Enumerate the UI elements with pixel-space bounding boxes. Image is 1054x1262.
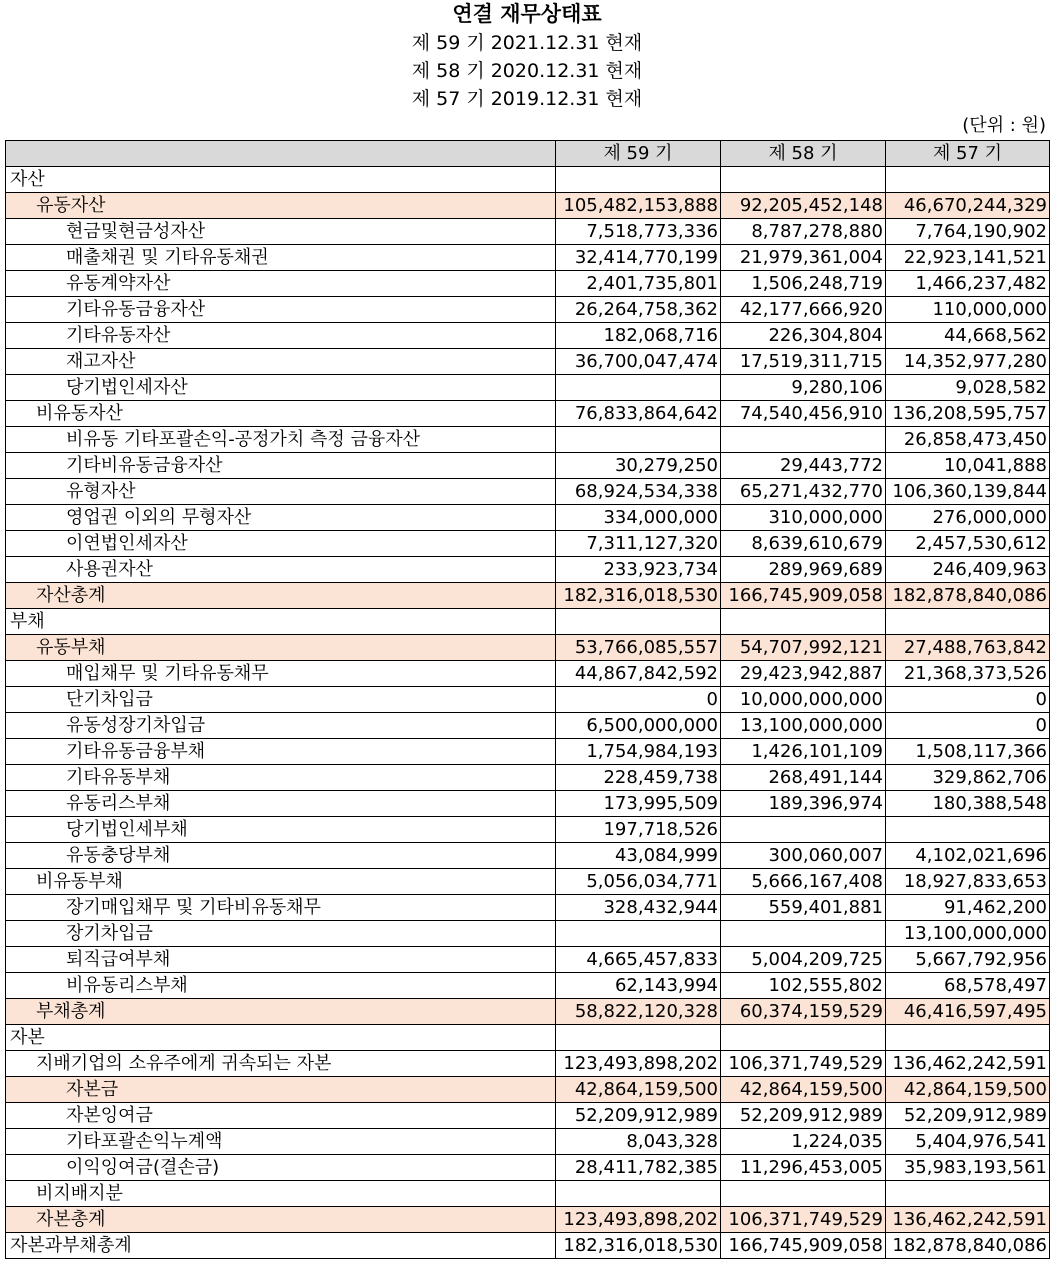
- value-cell-57: 18,927,833,653: [886, 869, 1050, 895]
- value-cell-57: [886, 1025, 1050, 1051]
- value-cell-59: [556, 609, 721, 635]
- value-cell-58: 289,969,689: [721, 557, 886, 583]
- table-row: [6, 583, 1050, 609]
- value-cell-58: 52,209,912,989: [721, 1103, 886, 1129]
- value-cell-58: 54,707,992,121: [721, 635, 886, 661]
- value-cell-58: 166,745,909,058: [721, 1233, 886, 1259]
- value-cell-58: 166,745,909,058: [721, 583, 886, 609]
- value-cell-57: 0: [886, 713, 1050, 739]
- table-row: [6, 1181, 1050, 1207]
- value-cell-57: 106,360,139,844: [886, 479, 1050, 505]
- value-cell-57: [886, 1181, 1050, 1207]
- value-cell-58: 5,666,167,408: [721, 869, 886, 895]
- table-row: [6, 271, 1050, 297]
- value-cell-57: 22,923,141,521: [886, 245, 1050, 271]
- value-cell-58: 189,396,974: [721, 791, 886, 817]
- row-label: 유동리스부채: [6, 791, 556, 817]
- value-cell-57: 1,466,237,482: [886, 271, 1050, 297]
- row-label: 현금및현금성자산: [6, 219, 556, 245]
- value-cell-58: 17,519,311,715: [721, 349, 886, 375]
- value-cell-58: 74,540,456,910: [721, 401, 886, 427]
- value-cell-59: 8,043,328: [556, 1129, 721, 1155]
- row-label: 유동충당부채: [6, 843, 556, 869]
- row-label: 부채: [6, 609, 556, 635]
- table-row: [6, 167, 1050, 193]
- table-row: [6, 219, 1050, 245]
- table-row: [6, 999, 1050, 1025]
- value-cell-59: 197,718,526: [556, 817, 721, 843]
- value-cell-59: 2,401,735,801: [556, 271, 721, 297]
- value-cell-59: 1,754,984,193: [556, 739, 721, 765]
- value-cell-58: [721, 817, 886, 843]
- row-label: 유동부채: [6, 635, 556, 661]
- row-label: 이익잉여금(결손금): [6, 1155, 556, 1181]
- period-line-57: 제 57 기 2019.12.31 현재: [411, 88, 643, 110]
- table-row: [6, 635, 1050, 661]
- value-cell-58: 11,296,453,005: [721, 1155, 886, 1181]
- table-row: [6, 1129, 1050, 1155]
- value-cell-59: 7,311,127,320: [556, 531, 721, 557]
- value-cell-59: 62,143,994: [556, 973, 721, 999]
- value-cell-59: [556, 921, 721, 947]
- value-cell-57: 136,462,242,591: [886, 1051, 1050, 1077]
- row-label: 기타포괄손익누계액: [6, 1129, 556, 1155]
- value-cell-59: 123,493,898,202: [556, 1207, 721, 1233]
- value-cell-57: 276,000,000: [886, 505, 1050, 531]
- table-row: [6, 687, 1050, 713]
- value-cell-58: 1,426,101,109: [721, 739, 886, 765]
- balance-sheet-table: [5, 140, 1050, 1259]
- value-cell-59: 105,482,153,888: [556, 193, 721, 219]
- table-row: [6, 791, 1050, 817]
- value-cell-59: 68,924,534,338: [556, 479, 721, 505]
- value-cell-59: 53,766,085,557: [556, 635, 721, 661]
- value-cell-57: 52,209,912,989: [886, 1103, 1050, 1129]
- value-cell-57: 35,983,193,561: [886, 1155, 1050, 1181]
- row-label: 자본금: [6, 1077, 556, 1103]
- header-label-col: [6, 141, 556, 167]
- table-row: [6, 557, 1050, 583]
- table-row: [6, 375, 1050, 401]
- value-cell-57: 180,388,548: [886, 791, 1050, 817]
- value-cell-57: 7,764,190,902: [886, 219, 1050, 245]
- value-cell-59: 182,068,716: [556, 323, 721, 349]
- value-cell-58: [721, 427, 886, 453]
- value-cell-59: 26,264,758,362: [556, 297, 721, 323]
- row-label: 이연법인세자산: [6, 531, 556, 557]
- value-cell-59: 0: [556, 687, 721, 713]
- table-row: [6, 895, 1050, 921]
- value-cell-58: 106,371,749,529: [721, 1207, 886, 1233]
- value-cell-59: 43,084,999: [556, 843, 721, 869]
- row-label: 유형자산: [6, 479, 556, 505]
- value-cell-58: 8,787,278,880: [721, 219, 886, 245]
- row-label: 자산총계: [6, 583, 556, 609]
- table-row: [6, 427, 1050, 453]
- value-cell-57: 246,409,963: [886, 557, 1050, 583]
- value-cell-59: 228,459,738: [556, 765, 721, 791]
- value-cell-59: 32,414,770,199: [556, 245, 721, 271]
- value-cell-57: 44,668,562: [886, 323, 1050, 349]
- value-cell-58: [721, 921, 886, 947]
- value-cell-57: 27,488,763,842: [886, 635, 1050, 661]
- value-cell-57: 14,352,977,280: [886, 349, 1050, 375]
- value-cell-59: [556, 1181, 721, 1207]
- value-cell-59: 182,316,018,530: [556, 1233, 721, 1259]
- row-label: 자본총계: [6, 1207, 556, 1233]
- table-row: [6, 921, 1050, 947]
- value-cell-58: 92,205,452,148: [721, 193, 886, 219]
- table-row: [6, 1155, 1050, 1181]
- value-cell-59: 30,279,250: [556, 453, 721, 479]
- table-row: [6, 765, 1050, 791]
- row-label: 기타유동금융부채: [6, 739, 556, 765]
- row-label: 장기차입금: [6, 921, 556, 947]
- value-cell-57: 2,457,530,612: [886, 531, 1050, 557]
- row-label: 유동계약자산: [6, 271, 556, 297]
- table-row: [6, 1233, 1050, 1259]
- row-label: 당기법인세부채: [6, 817, 556, 843]
- row-label: 기타유동금융자산: [6, 297, 556, 323]
- value-cell-59: 36,700,047,474: [556, 349, 721, 375]
- value-cell-59: 76,833,864,642: [556, 401, 721, 427]
- value-cell-57: 182,878,840,086: [886, 583, 1050, 609]
- value-cell-58: 559,401,881: [721, 895, 886, 921]
- value-cell-59: 44,867,842,592: [556, 661, 721, 687]
- value-cell-57: 4,102,021,696: [886, 843, 1050, 869]
- row-label: 비유동리스부채: [6, 973, 556, 999]
- row-label: 유동성장기차입금: [6, 713, 556, 739]
- row-label: 기타유동자산: [6, 323, 556, 349]
- table-row: [6, 973, 1050, 999]
- value-cell-57: 182,878,840,086: [886, 1233, 1050, 1259]
- value-cell-59: 123,493,898,202: [556, 1051, 721, 1077]
- value-cell-58: 9,280,106: [721, 375, 886, 401]
- value-cell-57: 5,404,976,541: [886, 1129, 1050, 1155]
- value-cell-57: 42,864,159,500: [886, 1077, 1050, 1103]
- value-cell-57: 46,670,244,329: [886, 193, 1050, 219]
- row-label: 자본잉여금: [6, 1103, 556, 1129]
- value-cell-57: 1,508,117,366: [886, 739, 1050, 765]
- table-row: [6, 1025, 1050, 1051]
- value-cell-58: 5,004,209,725: [721, 947, 886, 973]
- value-cell-57: 136,208,595,757: [886, 401, 1050, 427]
- value-cell-59: 233,923,734: [556, 557, 721, 583]
- value-cell-57: 26,858,473,450: [886, 427, 1050, 453]
- value-cell-57: 5,667,792,956: [886, 947, 1050, 973]
- value-cell-57: 13,100,000,000: [886, 921, 1050, 947]
- value-cell-59: 28,411,782,385: [556, 1155, 721, 1181]
- value-cell-57: 110,000,000: [886, 297, 1050, 323]
- value-cell-58: 300,060,007: [721, 843, 886, 869]
- row-label: 매출채권 및 기타유동채권: [6, 245, 556, 271]
- value-cell-58: 29,423,942,887: [721, 661, 886, 687]
- row-label: 비유동부채: [6, 869, 556, 895]
- table-row: [6, 739, 1050, 765]
- header-col-58: 제 58 기: [721, 141, 886, 167]
- value-cell-58: 13,100,000,000: [721, 713, 886, 739]
- value-cell-58: 1,506,248,719: [721, 271, 886, 297]
- row-label: 자본과부채총계: [6, 1233, 556, 1259]
- table-header-row: [6, 141, 1050, 167]
- table-row: [6, 609, 1050, 635]
- value-cell-58: [721, 167, 886, 193]
- value-cell-58: 1,224,035: [721, 1129, 886, 1155]
- row-label: 당기법인세자산: [6, 375, 556, 401]
- table-row: [6, 323, 1050, 349]
- value-cell-58: 65,271,432,770: [721, 479, 886, 505]
- value-cell-57: 91,462,200: [886, 895, 1050, 921]
- value-cell-59: 4,665,457,833: [556, 947, 721, 973]
- value-cell-58: 310,000,000: [721, 505, 886, 531]
- row-label: 자본: [6, 1025, 556, 1051]
- value-cell-59: [556, 375, 721, 401]
- value-cell-59: [556, 427, 721, 453]
- value-cell-58: [721, 1181, 886, 1207]
- table-row: [6, 349, 1050, 375]
- table-row: [6, 869, 1050, 895]
- row-label: 퇴직급여부채: [6, 947, 556, 973]
- value-cell-58: [721, 609, 886, 635]
- value-cell-58: 226,304,804: [721, 323, 886, 349]
- row-label: 비유동자산: [6, 401, 556, 427]
- value-cell-58: 21,979,361,004: [721, 245, 886, 271]
- table-row: [6, 297, 1050, 323]
- value-cell-57: 9,028,582: [886, 375, 1050, 401]
- row-label: 매입채무 및 기타유동채무: [6, 661, 556, 687]
- value-cell-57: [886, 817, 1050, 843]
- value-cell-58: 10,000,000,000: [721, 687, 886, 713]
- table-row: [6, 661, 1050, 687]
- value-cell-58: 42,864,159,500: [721, 1077, 886, 1103]
- value-cell-58: 42,177,666,920: [721, 297, 886, 323]
- header-col-59: 제 59 기: [556, 141, 721, 167]
- table-row: [6, 531, 1050, 557]
- value-cell-58: [721, 1025, 886, 1051]
- table-row: [6, 713, 1050, 739]
- row-label: 사용권자산: [6, 557, 556, 583]
- table-row: [6, 479, 1050, 505]
- value-cell-57: 0: [886, 687, 1050, 713]
- row-label: 재고자산: [6, 349, 556, 375]
- header-col-57: 제 57 기: [886, 141, 1050, 167]
- value-cell-59: 5,056,034,771: [556, 869, 721, 895]
- row-label: 기타비유동금융자산: [6, 453, 556, 479]
- value-cell-59: 52,209,912,989: [556, 1103, 721, 1129]
- value-cell-57: 329,862,706: [886, 765, 1050, 791]
- row-label: 부채총계: [6, 999, 556, 1025]
- table-row: [6, 1207, 1050, 1233]
- value-cell-59: [556, 1025, 721, 1051]
- value-cell-59: 182,316,018,530: [556, 583, 721, 609]
- table-row: [6, 245, 1050, 271]
- row-label: 지배기업의 소유주에게 귀속되는 자본: [6, 1051, 556, 1077]
- value-cell-57: 136,462,242,591: [886, 1207, 1050, 1233]
- value-cell-57: [886, 167, 1050, 193]
- table-row: [6, 1077, 1050, 1103]
- value-cell-59: 334,000,000: [556, 505, 721, 531]
- table-row: [6, 1103, 1050, 1129]
- value-cell-59: 7,518,773,336: [556, 219, 721, 245]
- table-row: [6, 843, 1050, 869]
- unit-label: (단위 : 원): [962, 115, 1046, 136]
- row-label: 장기매입채무 및 기타비유동채무: [6, 895, 556, 921]
- value-cell-59: 173,995,509: [556, 791, 721, 817]
- row-label: 자산: [6, 167, 556, 193]
- value-cell-58: 106,371,749,529: [721, 1051, 886, 1077]
- table-row: [6, 947, 1050, 973]
- value-cell-59: 6,500,000,000: [556, 713, 721, 739]
- row-label: 비유동 기타포괄손익-공정가치 측정 금융자산: [6, 427, 556, 453]
- table-row: [6, 817, 1050, 843]
- value-cell-57: 68,578,497: [886, 973, 1050, 999]
- row-label: 유동자산: [6, 193, 556, 219]
- value-cell-57: 21,368,373,526: [886, 661, 1050, 687]
- row-label: 비지배지분: [6, 1181, 556, 1207]
- value-cell-58: 268,491,144: [721, 765, 886, 791]
- table-row: [6, 193, 1050, 219]
- value-cell-59: 58,822,120,328: [556, 999, 721, 1025]
- value-cell-57: 10,041,888: [886, 453, 1050, 479]
- value-cell-58: 29,443,772: [721, 453, 886, 479]
- period-line-58: 제 58 기 2020.12.31 현재: [411, 60, 643, 82]
- statement-title: 연결 재무상태표: [452, 2, 602, 26]
- value-cell-59: 328,432,944: [556, 895, 721, 921]
- value-cell-58: 60,374,159,529: [721, 999, 886, 1025]
- table-row: [6, 505, 1050, 531]
- row-label: 기타유동부채: [6, 765, 556, 791]
- value-cell-59: [556, 167, 721, 193]
- value-cell-57: [886, 609, 1050, 635]
- value-cell-59: 42,864,159,500: [556, 1077, 721, 1103]
- table-row: [6, 401, 1050, 427]
- value-cell-58: 102,555,802: [721, 973, 886, 999]
- row-label: 단기차입금: [6, 687, 556, 713]
- value-cell-57: 46,416,597,495: [886, 999, 1050, 1025]
- table-row: [6, 453, 1050, 479]
- value-cell-58: 8,639,610,679: [721, 531, 886, 557]
- row-label: 영업권 이외의 무형자산: [6, 505, 556, 531]
- period-line-59: 제 59 기 2021.12.31 현재: [411, 32, 643, 54]
- table-row: [6, 1051, 1050, 1077]
